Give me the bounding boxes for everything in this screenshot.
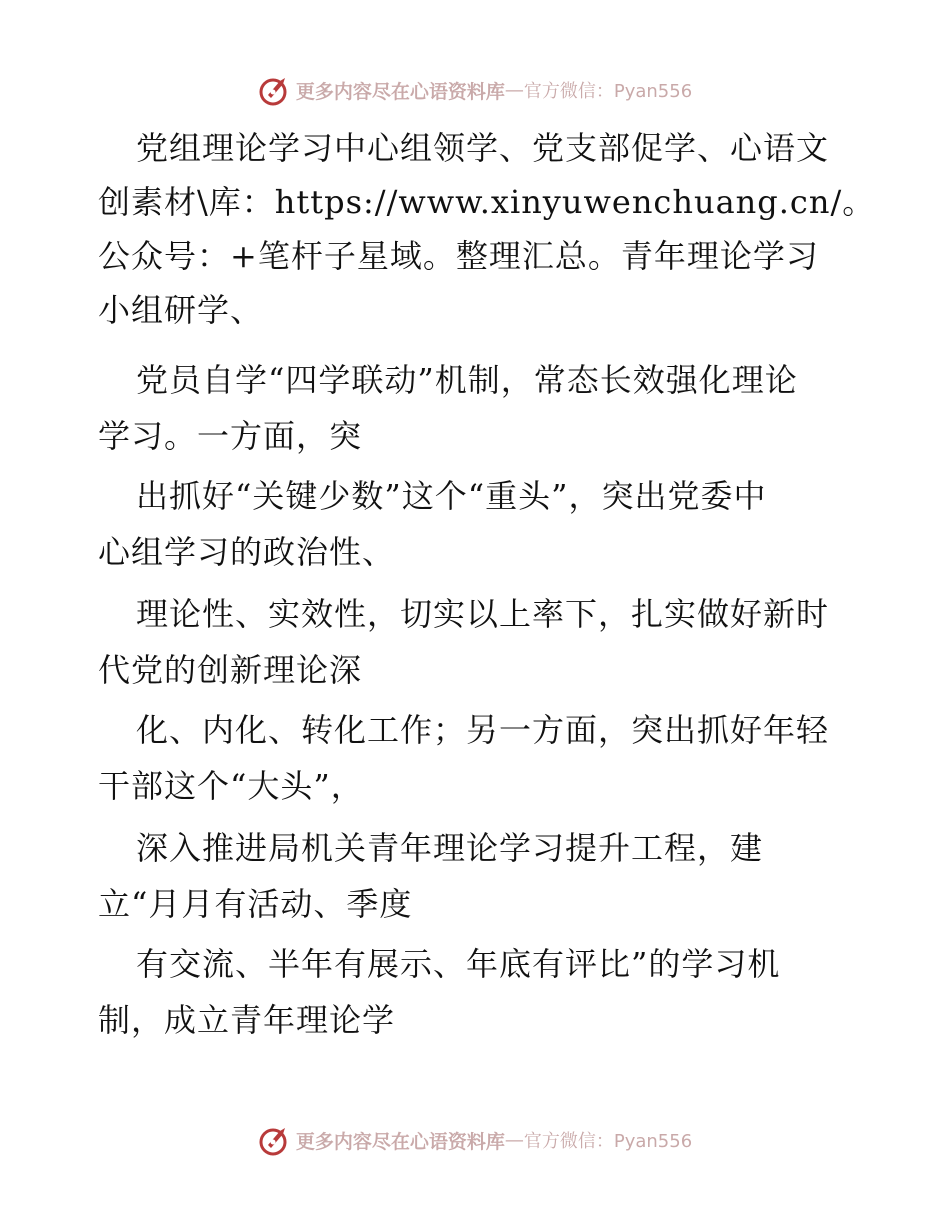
pen-nib-logo-icon [258,1123,292,1157]
text-line: 学习。一方面，突 [98,417,363,455]
text-line: 出抓好“关键少数”这个“重头”，突出党委中 [136,477,767,515]
pen-nib-logo-icon [258,73,292,107]
text-line: 化、内化、转化工作；另一方面，突出抓好年轻 [136,711,830,749]
text-line: 制，成立青年理论学 [98,1001,396,1039]
text-line: 立“月月有活动、季度 [98,885,413,923]
footer-banner-wechat: 官方微信：Pyan556 [523,1131,693,1152]
text-line: 党组理论学习中心组领学、党支部促学、心语文 [136,129,830,167]
header-banner [0,70,950,110]
text-line: 党员自学“四学联动”机制，常态长效强化理论 [136,361,798,399]
text-line: 有交流、半年有展示、年底有评比”的学习机 [136,945,781,983]
text-line: 小组研学、 [98,291,264,329]
text-line: 代党的创新理论深 [98,651,363,689]
text-line: 干部这个“大头”， [98,767,364,805]
header-banner-text: 更多内容尽在心语资料库 [295,80,505,103]
header-banner-wechat: 官方微信：Pyan556 [523,81,693,102]
footer-banner [0,1120,950,1160]
text-line: 创素材\库：https://www.xinyuwenchuang.cn/。 [98,183,876,221]
text-line: 理论性、实效性，切实以上率下，扎实做好新时 [136,595,830,633]
footer-banner-separator: — [504,1129,524,1151]
footer-banner-text: 更多内容尽在心语资料库 [295,1130,505,1153]
text-line: 公众号：+笔杆子星域。整理汇总。青年理论学习 [98,237,819,275]
header-banner-separator: — [504,79,524,101]
text-line: 心组学习的政治性、 [98,533,396,571]
text-line: 深入推进局机关青年理论学习提升工程，建 [136,829,764,867]
